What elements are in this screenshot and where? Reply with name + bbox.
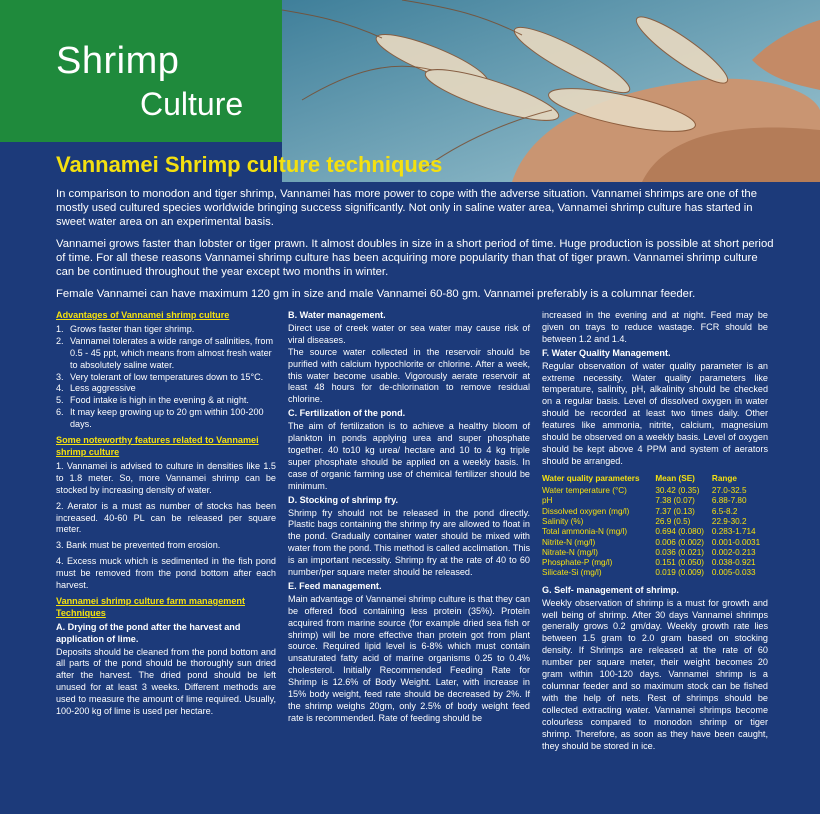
table-row xyxy=(542,486,768,496)
feature-item: 1. Vannamei is advised to culture in densities like 1.5 to 1.8 meter. So, more Vannamei shrimp can be stocked by increasing density of water. xyxy=(56,460,276,495)
table-row xyxy=(542,558,768,568)
list-number: 2. xyxy=(56,335,64,346)
list-number: 5. xyxy=(56,395,64,406)
section-b-text: The source water collected in the reservoir should be purified with calcium hypochlorite or chlorine. After a week, this water become usable. Vigorously aerate reservoir at least 48 hours for de-chlorination to remove residual chlorine. xyxy=(288,346,530,405)
table-cell: 0.001-0.0031 xyxy=(711,537,761,547)
advantages-list xyxy=(56,324,276,431)
table-row xyxy=(542,527,768,537)
list-text: Grows faster than tiger shrimp. xyxy=(70,323,195,334)
table-cell: 6.88-7.80 xyxy=(711,496,747,506)
table-header-row xyxy=(542,474,768,486)
section-g-heading: G. Self- management of shrimp. xyxy=(542,584,679,595)
section-a-text: Deposits should be cleaned from the pond bottom and all parts of the pond should be thoroughly sun dried after the harvest. The dried pond should be left unused for at least 3 weeks. Different methods are used to measure the amount of lime required. Usually, 100-200 kg of lime is used per hectare. xyxy=(56,646,276,717)
header-banner xyxy=(0,0,820,182)
table-cell: 30.42 (0.35) xyxy=(655,486,700,496)
table-cell: Water temperature (°C) xyxy=(542,486,627,496)
list-text: Food intake is high in the evening & at night. xyxy=(70,395,249,406)
features-heading: Some noteworthy features related to Vannamei shrimp culture xyxy=(56,435,259,457)
table-body xyxy=(542,486,768,579)
section-f-heading: F. Water Quality Management. xyxy=(542,347,671,358)
list-item xyxy=(56,407,276,431)
table-cell: 0.036 (0.021) xyxy=(655,547,705,557)
feature-item: 3. Bank must be prevented from erosion. xyxy=(56,540,221,551)
column-2 xyxy=(288,310,530,725)
table-cell: Salinity (%) xyxy=(542,516,584,526)
list-item xyxy=(56,383,276,395)
table-row xyxy=(542,538,768,548)
list-item xyxy=(56,372,276,384)
table-cell: 27.0-32.5 xyxy=(711,486,747,496)
list-item xyxy=(56,336,276,372)
section-e-continued: increased in the evening and at night. Feed may be given on trays to reduce wastage. FCR should be between 1.2 and 1.4. xyxy=(542,310,768,344)
table-cell: 22.9-30.2 xyxy=(711,516,747,526)
intro-paragraph: In comparison to monodon and tiger shrimp, Vannamei has more power to cope with the adverse situation. Vannamei shrimps are one of the mostly used cultured species worldwide bringing success significantly. Not only in saline water area, Vannamei shrimp culture has started in sweet water area on an experimental basis. xyxy=(56,188,757,228)
table-cell: 7.38 (0.07) xyxy=(655,496,695,506)
intro-text xyxy=(56,187,776,309)
table-cell: 0.694 (0.080) xyxy=(655,527,705,537)
section-e-text: Main advantage of Vannamei shrimp culture is that they can be offered food containing less protein (35%). Protein acquired from marine source (for example dried sea fish or shrimp) will be more effective than protein got from plant source. Required lipid level is 6-8% which must contain unsaturated fatty acid of marine organisms 0.25 to 0.4% cholesterol. Initially Recommended Feeding Rate for Shrimp is 12.6% of Body Weight. Later, with increase in 15% body weight, feed rate should be decreased by 2%. If the shrimp weighs 20gm, only 2.5% of body weight feed rate is recommended. Rate of feeding should be xyxy=(288,593,530,723)
list-text: It may keep growing up to 20 gm within 100-200 days. xyxy=(70,407,264,430)
table-cell: 0.006 (0.002) xyxy=(655,537,705,547)
list-item xyxy=(56,395,276,407)
feature-item: 2. Aerator is a must as number of stocks has been increased. 40-60 PL can be released per square meter. xyxy=(56,500,276,535)
table-cell: 0.002-0.213 xyxy=(711,547,756,557)
list-text: Less aggressive xyxy=(70,383,136,394)
list-number: 4. xyxy=(56,383,64,394)
list-number: 3. xyxy=(56,371,64,382)
column-header: Range xyxy=(711,473,737,483)
list-number: 1. xyxy=(56,323,64,334)
section-d-heading: D. Stocking of shrimp fry. xyxy=(288,494,398,505)
table-cell: Silicate-Si (mg/l) xyxy=(542,568,602,578)
list-text: Very tolerant of low temperatures down to 15°C. xyxy=(70,371,264,382)
table-cell: 7.37 (0.13) xyxy=(655,506,695,516)
table-cell: Phosphate-P (mg/l) xyxy=(542,558,613,568)
section-g-text: Weekly observation of shrimp is a must for growth and well being of shrimp. After 30 days Vannamei shrimps generally grows 0.2 gm/day. Weekly growth rate lies between 1.5 gram to 2.0 gram based on stocking density. If Shrimps are released at the rate of 60 number per square meter, their weight becomes 20 gram within 100-120 days. Vannamei shrimp is a columnar feeder and so maximum stock can be fished with the help of nets. Rest of shrimps should be collected extracting water. Vannamei shrimps become colourless compared to monodon shrimp or tiger shrimp. Therefore, as soon as they have been caught, they should be stored in ice. xyxy=(542,597,768,751)
water-quality-table xyxy=(542,474,768,579)
table-cell: 0.283-1.714 xyxy=(711,527,756,537)
farm-management-heading: Vannamei shrimp culture farm management Techniques xyxy=(56,595,246,618)
section-c-text: The aim of fertilization is to achieve a healthy bloom of plankton in ponds applying urea and super phosphate together. 40 to10 kg urea/ hectare and 10 to 4 kg triple super phosphate should be applied on a weekly basis. In case of organic farming use of chemical fertilizer should be minimum. xyxy=(288,421,530,491)
list-item xyxy=(56,324,276,336)
table-row xyxy=(542,548,768,558)
table-cell: 6.5-8.2 xyxy=(711,506,738,516)
table-cell: Total ammonia-N (mg/l) xyxy=(542,527,628,537)
headline: Vannamei Shrimp culture techniques xyxy=(56,152,443,177)
section-f-text: Regular observation of water quality parameter is an extreme necessity. Water quality parameters like temperature, salinity, pH, alkalinity should be checked on a regular basis. Level of dissolved oxygen in water should be recorded at least two times daily. Other features like ammonia, nitrite, calcium, magnesium should be observed on a weekly basis. Level of oxygen should be kept above 4 PPM and system of aerators should be arranged. xyxy=(542,360,768,466)
table-cell: 0.019 (0.009) xyxy=(655,568,705,578)
section-a-heading: A. Drying of the pond after the harvest and application of lime. xyxy=(56,621,241,644)
table-cell: 0.005-0.033 xyxy=(711,568,756,578)
column-1 xyxy=(56,310,276,718)
table-row xyxy=(542,507,768,517)
section-c-heading: C. Fertilization of the pond. xyxy=(288,408,406,419)
list-text: Vannamei tolerates a wide range of salinities, from 0.5 - 45 ppt, which means from almost fresh water to absolutely saline water. xyxy=(70,335,274,370)
table-cell: 0.151 (0.050) xyxy=(655,558,705,568)
column-header: Water quality parameters xyxy=(542,473,640,483)
table-row xyxy=(542,517,768,527)
table-row xyxy=(542,496,768,506)
table-cell: Nitrite-N (mg/l) xyxy=(542,537,596,547)
section-d-text: Shrimp fry should not be released in the pond directly. Plastic bags containing the shrimp fry are allowed to float in the pond. Gradually container water should be mixed with water from the pond. This method is called acclimation. This is an important necessity. Shrimp fry at the rate of 40 to 60 number/per square meter should be released. xyxy=(288,507,530,578)
intro-paragraph: Female Vannamei can have maximum 120 gm in size and male Vannamei 60-80 gm. Vannamei preferably is a columnar feeder. xyxy=(56,288,696,300)
table-cell: 26.9 (0.5) xyxy=(655,516,691,526)
title-shrimp: Shrimp xyxy=(56,40,180,82)
column-3 xyxy=(542,310,768,752)
list-number: 6. xyxy=(56,407,64,418)
intro-paragraph: Vannamei grows faster than lobster or tiger prawn. It almost doubles in size in a short period of time. Huge production is possible at short period of time. For all these reasons Vannamei shrimp culture has been acquiring more popularity than that of tiger prawn. Vannamei shrimp culture can be continued throughout the year except two months in winter. xyxy=(56,238,774,278)
advantages-heading: Advantages of Vannamei shrimp culture xyxy=(56,310,230,320)
table-cell: Dissolved oxygen (mg/l) xyxy=(542,506,630,516)
table-cell: 0.038-0.921 xyxy=(711,558,756,568)
feature-item: 4. Excess muck which is sedimented in the fish pond must be removed from the pond bottom after each harvest. xyxy=(56,556,276,591)
column-header: Mean (SE) xyxy=(655,473,695,483)
table-row xyxy=(542,568,768,578)
table-cell: Nitrate-N (mg/l) xyxy=(542,547,598,557)
section-e-heading: E. Feed management. xyxy=(288,580,382,591)
section-b-text: Direct use of creek water or sea water may cause risk of viral diseases. xyxy=(288,322,530,345)
section-b-heading: B. Water management. xyxy=(288,310,386,320)
table-cell: pH xyxy=(542,496,553,506)
title-culture: Culture xyxy=(140,86,244,122)
